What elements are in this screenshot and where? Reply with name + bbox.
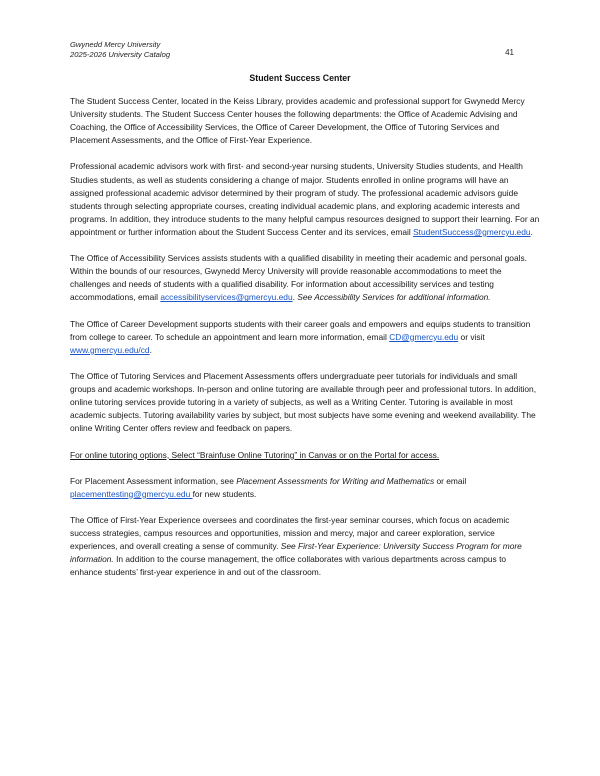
accessibility-email-link[interactable]: accessibilityservices@gmercyu.edu [160,292,293,303]
paragraph-accessibility: The Office of Accessibility Services assists students with a qualified disability in meeting their academic and personal goals. Within the bounds of our resources, Gwynedd Mercy University will provide reasonable accommodations to meet the challenges and needs of students with a qualified disability. For information about accessibility services and testing accommodations, email accessibilityservices@gmercyu.edu. See Accessibility Services for additional information. [70,253,527,303]
header-catalog: 2025-2026 University Catalog [70,50,171,59]
paragraph-career: The Office of Career Development supports students with their career goals and empowers and equips students to transition from college to career. To schedule an appointment and learn more information, email CD@gmercyu.edu or visit www.gmercyu.edu/cd. [70,318,531,355]
header-university: Gwynedd Mercy University [70,40,161,49]
page-number: 41 [505,48,514,57]
placement-email-link[interactable]: placementtesting@gmercyu.edu [70,488,193,499]
running-header [70,40,170,60]
first-year-reference: See First-Year Experience: University Success Program for more information. [70,541,522,565]
paragraph-online-tutoring-note: For online tutoring options, Select “Brainfuse Online Tutoring” in Canvas or on the Portal for access. [70,449,440,460]
paragraph-placement: For Placement Assessment information, see Placement Assessments for Writing and Mathematics or email placementtesting@gmercyu.edu for new students. [70,475,467,499]
career-website-link[interactable]: www.gmercyu.edu/cd [70,344,150,355]
placement-reference: Placement Assessments for Writing and Mathematics [236,475,435,486]
paragraph-tutoring: The Office of Tutoring Services and Placement Assessments offers undergraduate peer tutorials for individuals and small groups and academic workshops. In-person and online tutoring are available through peer and professional tutors. In addition, online tutoring services provide tutoring in a variety of subjects, as well as a Writing Center. Tutoring is available in most academic subjects. Tutoring availability varies by subject, but most subjects have some evening and weekend availability. The online Writing Center offers review and feedback on papers. [70,370,537,434]
paragraph-overview: The Student Success Center, located in the Keiss Library, provides academic and professional support for Gwynedd Mercy University students. The Student Success Center houses the following departments: the Office of Academic Advising and Coaching, the Office of Accessibility Services, the Office of Career Development, the Office of Tutoring Services and Placement Assessments, and the Office of First-Year Experience. [70,96,525,146]
career-email-link[interactable]: CD@gmercyu.edu [389,331,459,342]
student-success-email-link[interactable]: StudentSuccess@gmercyu.edu [413,226,531,237]
accessibility-see-also: See Accessibility Services for additional information. [297,292,491,303]
body-text [70,95,540,593]
page-title: Student Success Center [249,73,351,83]
paragraph-advising: Professional academic advisors work with first- and second-year nursing students, University Studies students, and Health Studies students, as well as students considering a change of major. Students enrolled in online programs will have an assigned professional academic advisor determined by their program of study. The professional academic advisors guide students through selecting appropriate courses, creating individual academic plans, and exploring academic interests and programs. In addition, they introduce students to the many helpful campus resources designed to support their learning. For an appointment or further information about the Student Success Center and its services, email StudentSuccess@gmercyu.edu. [70,161,540,237]
paragraph-first-year: The Office of First-Year Experience oversees and coordinates the first-year seminar courses, which focus on academic success strategies, campus resources and opportunities, mission and mercy, major and career exploration, service experiences, and overall creating a sense of community. See First-Year Experience: University Success Program for more information. In addition to the course management, the office collaborates with various departments across campus to enhance students’ first-year experience in and out of the classroom. [70,515,522,578]
